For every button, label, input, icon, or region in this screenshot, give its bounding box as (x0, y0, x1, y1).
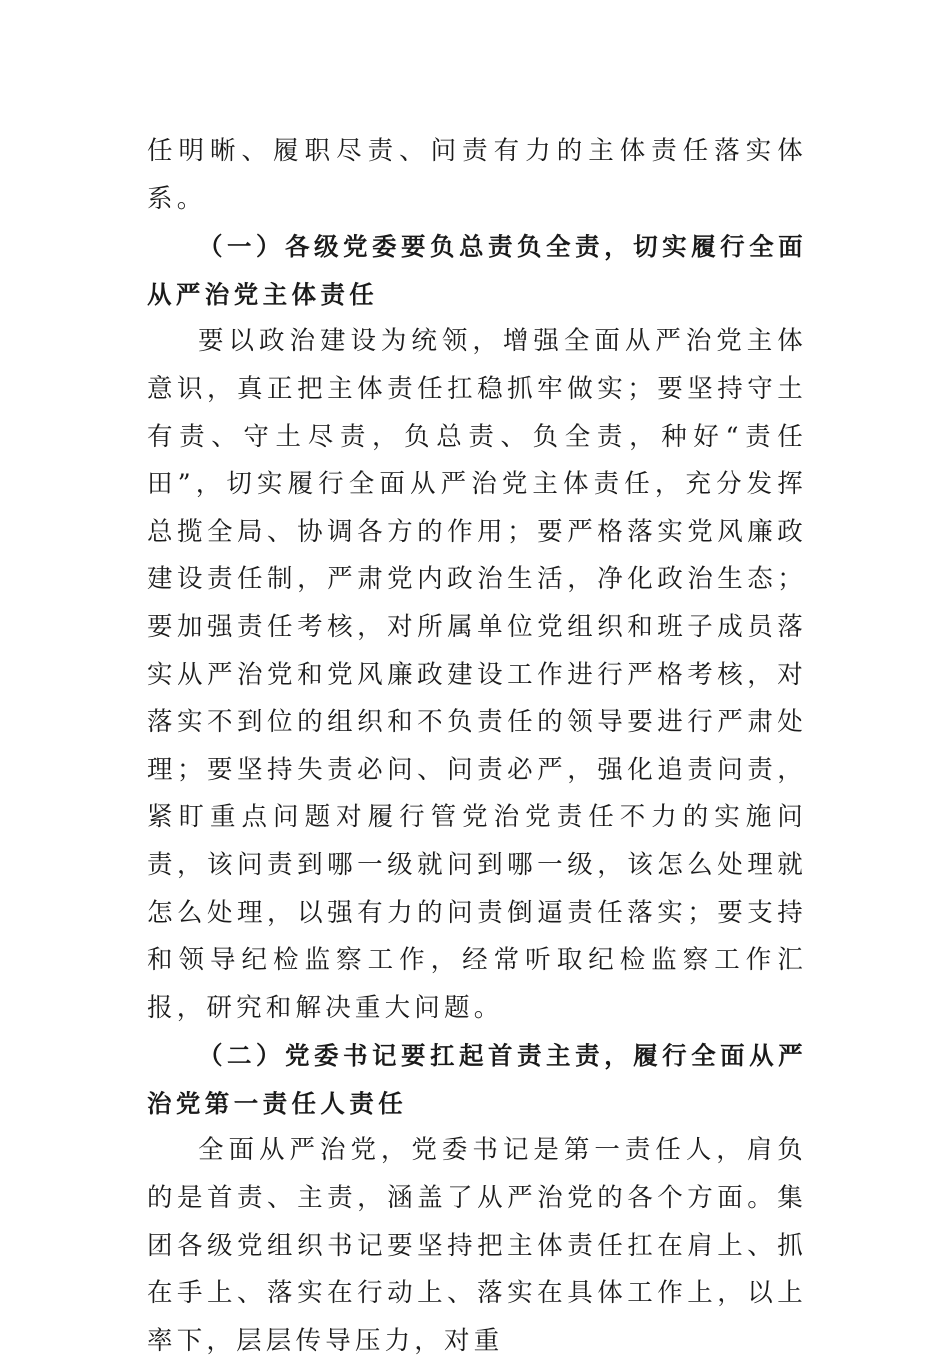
section-heading-1: （一）各级党委要负总责负全责，切实履行全面从严治党主体责任 (147, 232, 807, 309)
paragraph-continuation: 任明晰、履职尽责、问责有力的主体责任落实体系。 (147, 136, 807, 214)
document-body (147, 128, 807, 1365)
paragraph-section-1: 要以政治建设为统领，增强全面从严治党主体意识，真正把主体责任扛稳抓牢做实；要坚持守土有责、守土尽责，负总责、负全责，种好“责任田”，切实履行全面从严治党主体责任，充分发挥总揽全局、协调各方的作用；要严格落实党风廉政建设责任制，严肃党内政治生活，净化政治生态；要加强责任考核，对所属单位党组织和班子成员落实从严治党和党风廉政建设工作进行严格考核，对落实不到位的组织和不负责任的领导要进行严肃处理；要坚持失责必问、问责必严，强化追责问责，紧盯重点问题对履行管党治党责任不力的实施问责，该问责到哪一级就问到哪一级，该怎么处理就怎么处理，以强有力的问责倒逼责任落实；要支持和领导纪检监察工作，经常听取纪检监察工作汇报，研究和解决重大问题。 (147, 326, 807, 1023)
section-heading-2: （二）党委书记要扛起首责主责，履行全面从严治党第一责任人责任 (147, 1041, 807, 1118)
paragraph-section-2: 全面从严治党，党委书记是第一责任人，肩负的是首责、主责，涵盖了从严治党的各个方面。集团各级党组织书记要坚持把主体责任扛在肩上、抓在手上、落实在行动上、落实在具体工作上，以上率下，层层传导压力，对重 (147, 1135, 807, 1356)
